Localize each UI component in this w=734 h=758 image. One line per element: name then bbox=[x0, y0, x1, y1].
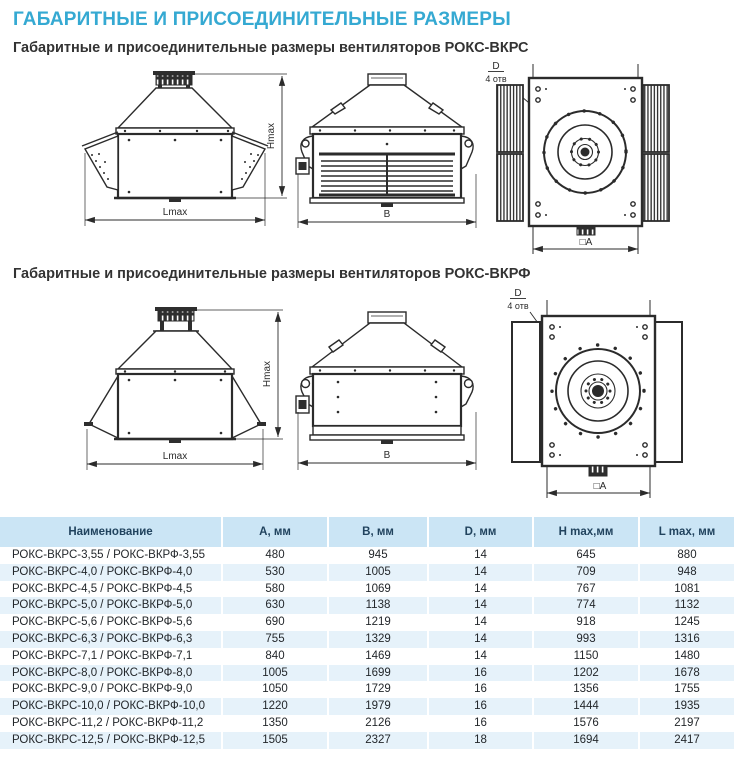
dimension-value: 530 bbox=[222, 564, 328, 581]
fan-model-name: РОКС-ВКРС-4,5 / РОКС-ВКРФ-4,5 bbox=[12, 582, 193, 595]
dimension-value: 1005 bbox=[222, 665, 328, 682]
dimension-value: 1469 bbox=[328, 648, 428, 665]
dimension-value: 1678 bbox=[639, 665, 734, 682]
fan-model-name: РОКС-ВКРС-5,0 / РОКС-ВКРФ-5,0 bbox=[0, 597, 222, 614]
fan-model-name: РОКС-ВКРС-6,3 / РОКС-ВКРФ-6,3 bbox=[0, 631, 222, 648]
d-label: D bbox=[514, 288, 522, 299]
col-header-lmax: L max, мм bbox=[639, 517, 734, 547]
holes-label: 4 отв bbox=[507, 301, 529, 311]
fan-model-name: РОКС-ВКРС-7,1 / РОКС-ВКРФ-7,1 bbox=[12, 649, 193, 662]
table-row bbox=[0, 665, 734, 682]
right-side-panel bbox=[232, 136, 265, 190]
dimension-value: 580 bbox=[222, 581, 328, 598]
fan-model-name: РОКС-ВКРС-8,0 / РОКС-ВКРФ-8,0 bbox=[0, 665, 222, 682]
dimension-value: 18 bbox=[428, 732, 533, 749]
table-row bbox=[0, 698, 734, 715]
page-title: ГАБАРИТНЫЕ И ПРИСОЕДИНИТЕЛЬНЫЕ РАЗМЕРЫ bbox=[13, 9, 511, 30]
vkrs-front-view-drawing bbox=[25, 58, 295, 258]
table-row bbox=[0, 715, 734, 732]
fan-model-name: РОКС-ВКРС-11,2 / РОКС-ВКРФ-11,2 bbox=[12, 716, 204, 729]
dimension-value: 1081 bbox=[639, 581, 734, 598]
fan-model-name: РОКС-ВКРС-3,55 / РОКС-ВКРФ-3,55 bbox=[12, 549, 206, 561]
dimension-value: 16 bbox=[428, 715, 533, 732]
fan-model-name: РОКС-ВКРС-10,0 / РОКС-ВКРФ-10,0 bbox=[0, 698, 222, 715]
diffuser-hood bbox=[312, 85, 462, 127]
dimension-value: 1329 bbox=[328, 631, 428, 648]
dimension-value: 14 bbox=[428, 648, 533, 665]
dimension-value: 1356 bbox=[533, 681, 639, 698]
vkrf-top-view-drawing bbox=[480, 284, 734, 512]
dimension-value: 1694 bbox=[533, 732, 639, 749]
holes-label: 4 отв bbox=[485, 74, 507, 84]
section-vkrs-subtitle: Габаритные и присоединительные размеры вентиляторов РОКС-ВКРС bbox=[13, 40, 529, 56]
left-side-panel bbox=[85, 136, 118, 190]
left-louver-block bbox=[497, 85, 523, 152]
fan-body bbox=[313, 374, 461, 426]
vkrf-drawings-row bbox=[0, 284, 734, 512]
dimension-value: 993 bbox=[533, 631, 639, 648]
dimension-value: 1350 bbox=[222, 715, 328, 732]
dimension-value: 14 bbox=[428, 631, 533, 648]
fan-body bbox=[118, 134, 232, 198]
dimension-value: 2126 bbox=[328, 715, 428, 732]
dimension-value: 945 bbox=[328, 547, 428, 564]
dimension-value: 2417 bbox=[639, 732, 734, 749]
vkrs-side-view-drawing bbox=[295, 58, 480, 258]
right-louver-block bbox=[643, 85, 669, 152]
fan-model-name: РОКС-ВКРС-9,0 / РОКС-ВКРФ-9,0 bbox=[12, 683, 193, 696]
left-side-block bbox=[512, 322, 540, 462]
b-label: B bbox=[383, 450, 391, 461]
table-row bbox=[0, 597, 734, 614]
dimension-value: 14 bbox=[428, 547, 533, 564]
dimensions-table bbox=[0, 517, 734, 749]
dimension-value: 948 bbox=[639, 564, 734, 581]
col-header-d: D, мм bbox=[428, 517, 533, 547]
dimension-value: 1505 bbox=[222, 732, 328, 749]
fan-body bbox=[118, 374, 232, 439]
table-row bbox=[0, 581, 734, 598]
dimension-value: 774 bbox=[533, 597, 639, 614]
dimension-value: 14 bbox=[428, 564, 533, 581]
dimension-value: 880 bbox=[639, 547, 734, 564]
col-header-name: Наименование bbox=[0, 517, 222, 547]
dimension-value: 690 bbox=[222, 614, 328, 631]
dimension-value: 1202 bbox=[533, 665, 639, 682]
bottom-bracket bbox=[589, 466, 607, 476]
table-row bbox=[0, 631, 734, 648]
hmax-label: Hmax bbox=[262, 360, 273, 388]
dimension-value: 709 bbox=[533, 564, 639, 581]
dimension-value: 1069 bbox=[328, 581, 428, 598]
dimension-value: 1220 bbox=[222, 698, 328, 715]
dimension-value: 14 bbox=[428, 581, 533, 598]
b-label: B bbox=[383, 209, 391, 220]
dimension-value: 1316 bbox=[639, 631, 734, 648]
dimension-value: 1699 bbox=[328, 665, 428, 682]
dimension-value: 1576 bbox=[533, 715, 639, 732]
dimension-value: 645 bbox=[533, 547, 639, 564]
dimension-value: 16 bbox=[428, 665, 533, 682]
fan-model-name: РОКС-ВКРС-5,6 / РОКС-ВКРФ-5,6 bbox=[12, 616, 193, 629]
fan-model-name: РОКС-ВКРС-4,0 / РОКС-ВКРФ-4,0 bbox=[0, 564, 222, 581]
table-row bbox=[0, 564, 734, 581]
vkrs-top-view-drawing bbox=[480, 58, 734, 258]
dimension-value: 1138 bbox=[328, 597, 428, 614]
dimension-value: 630 bbox=[222, 597, 328, 614]
square-a-label: □A bbox=[593, 481, 607, 492]
lmax-label: Lmax bbox=[162, 207, 188, 218]
dimension-value: 1050 bbox=[222, 681, 328, 698]
dimension-value: 1150 bbox=[533, 648, 639, 665]
dimension-value: 1729 bbox=[328, 681, 428, 698]
col-header-a: А, мм bbox=[222, 517, 328, 547]
bottom-bracket bbox=[577, 226, 595, 235]
dimension-value: 755 bbox=[222, 631, 328, 648]
dimension-value: 1935 bbox=[639, 698, 734, 715]
dimension-value: 1755 bbox=[639, 681, 734, 698]
dimension-value: 1132 bbox=[639, 597, 734, 614]
table-row bbox=[0, 681, 734, 698]
dimension-value: 918 bbox=[533, 614, 639, 631]
fan-model-name: РОКС-ВКРС-12,5 / РОКС-ВКРФ-12,5 bbox=[0, 732, 222, 749]
diffuser-hood bbox=[118, 331, 232, 369]
dimension-value: 1480 bbox=[639, 648, 734, 665]
dimension-value: 16 bbox=[428, 681, 533, 698]
dimension-value: 2327 bbox=[328, 732, 428, 749]
table-row bbox=[0, 547, 734, 564]
dimension-value: 1444 bbox=[533, 698, 639, 715]
table-body bbox=[0, 547, 734, 749]
dimension-value: 14 bbox=[428, 597, 533, 614]
left-support bbox=[89, 376, 120, 439]
table-row bbox=[0, 648, 734, 665]
dimension-value: 1005 bbox=[328, 564, 428, 581]
vkrs-drawings-row bbox=[0, 58, 734, 258]
section-vkrf-subtitle: Габаритные и присоединительные размеры вентиляторов РОКС-ВКРФ bbox=[13, 266, 531, 282]
dimension-value: 1219 bbox=[328, 614, 428, 631]
dimension-value: 14 bbox=[428, 614, 533, 631]
right-side-block bbox=[654, 322, 682, 462]
dimension-value: 2197 bbox=[639, 715, 734, 732]
diffuser-hood bbox=[118, 88, 232, 128]
square-a-label: □A bbox=[579, 237, 593, 248]
dimension-value: 1245 bbox=[639, 614, 734, 631]
hmax-label: Hmax bbox=[266, 122, 277, 150]
dimension-value: 1979 bbox=[328, 698, 428, 715]
d-label: D bbox=[492, 61, 500, 72]
fan-cap-grille bbox=[156, 75, 192, 85]
col-header-hmax: Н max,мм bbox=[533, 517, 639, 547]
fan-cap-grille bbox=[158, 311, 194, 321]
dimension-value: 767 bbox=[533, 581, 639, 598]
col-header-b: В, мм bbox=[328, 517, 428, 547]
table-row bbox=[0, 614, 734, 631]
lmax-label: Lmax bbox=[162, 451, 188, 462]
dimension-value: 480 bbox=[222, 547, 328, 564]
table-row bbox=[0, 732, 734, 749]
dimension-value: 840 bbox=[222, 648, 328, 665]
table-header-row bbox=[0, 517, 734, 547]
vkrf-front-view-drawing bbox=[25, 284, 295, 512]
vkrf-side-view-drawing bbox=[295, 284, 480, 512]
dimension-value: 16 bbox=[428, 698, 533, 715]
right-support bbox=[230, 376, 261, 439]
